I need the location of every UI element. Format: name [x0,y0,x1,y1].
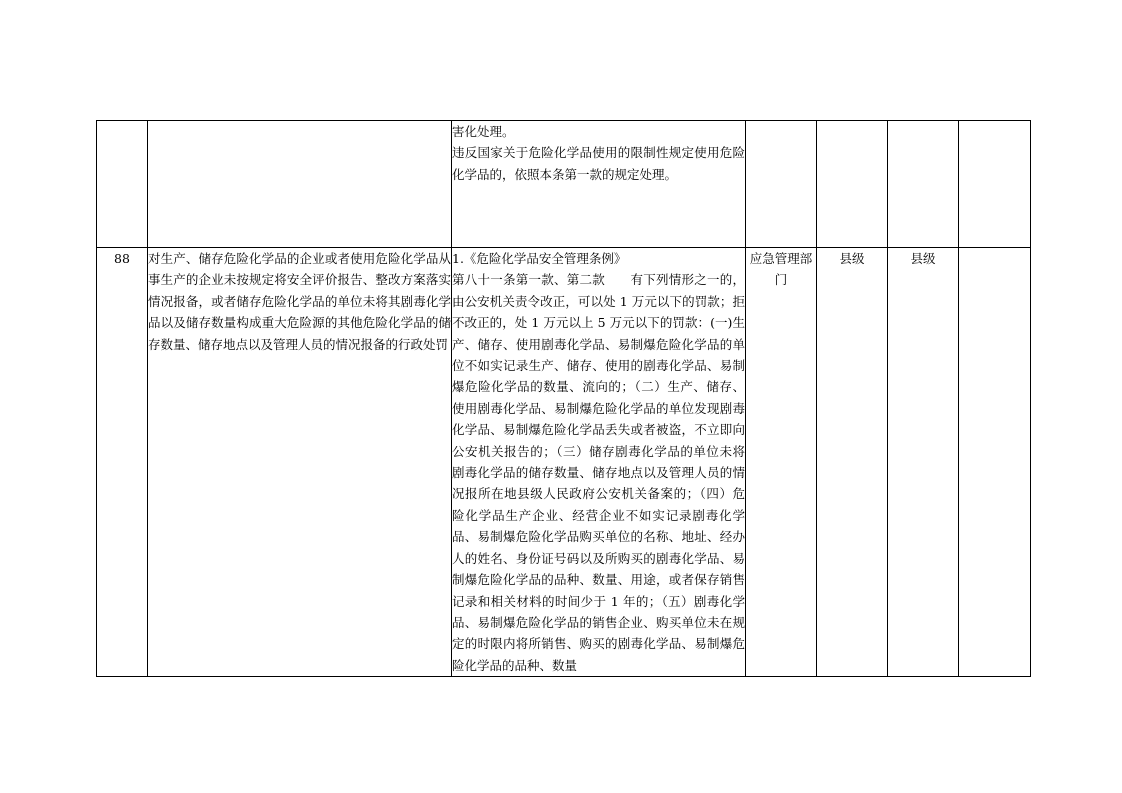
legal-basis-paragraph: 1.《危险化学品安全管理条例》 [452,251,627,266]
level-cell: 县级 [817,248,888,677]
legal-basis-cell [452,121,746,248]
level-cell: 县级 [888,248,959,677]
table-row [97,121,1031,248]
department-cell [746,121,817,248]
item-name-cell [148,248,452,677]
table-row [97,248,1031,677]
level-cell [888,121,959,248]
item-name-cell [148,121,452,248]
row-number-cell [97,121,148,248]
level-cell [817,121,888,248]
legal-basis-paragraph: 第八十一条第一款、第二款 有下列情形之一的，由公安机关责令改正，可以处 1 万元以下的罚款；拒不改正的，处 1 万元以上 5 万元以下的罚款：(一)生产、储存、使用剧毒化学品、易制爆危险化学品的单位不如实记录生产、储存、使用的剧毒化学品、易制爆危险化学品的数量、流向的；（二）生产、储存、使用剧毒化学品、易制爆危险化学品的单位发现剧毒化学品、易制爆危险化学品丢失或者被盗，不立即向公安机关报告的；（三）储存剧毒化学品的单位未将剧毒化学品的储存数量、储存地点以及管理人员的情况报所在地县级人民政府公安机关备案的；（四）危险化学品生产企业、经营企业不如实记录剧毒化学品、易制爆危险化学品购买单位的名称、地址、经办人的姓名、身份证号码以及所购买的剧毒化学品、易制爆危险化学品的品种、数量、用途，或者保存销售记录和相关材料的时间少于 1 年的；（五）剧毒化学品、易制爆危险化学品的销售企业、购买单位未在规定的时限内将所销售、购买的剧毒化学品、易制爆危险化学品的品种、数量 [452,272,745,673]
legal-basis-paragraph: 害化处理。 [452,124,515,139]
department-text: 应急管理部门 [749,251,813,288]
remark-cell [959,248,1031,677]
remark-cell [959,121,1031,248]
document-table [96,120,1031,677]
legal-basis-paragraph: 违反国家关于危险化学品使用的限制性规定使用危险化学品的，依照本条第一款的规定处理。 [452,145,745,182]
department-cell [746,248,817,677]
row-number-cell: 88 [97,248,148,677]
item-name-text: 对生产、储存危险化学品的企业或者使用危险化学品从事生产的企业未按规定将安全评价报告、整改方案落实情况报备，或者储存危险化学品的单位未将其剧毒化学品以及储存数量构成重大危险源的其他危险化学品的储存数量、储存地点以及管理人员的情况报备的行政处罚 [148,251,451,352]
legal-basis-cell [452,248,746,677]
